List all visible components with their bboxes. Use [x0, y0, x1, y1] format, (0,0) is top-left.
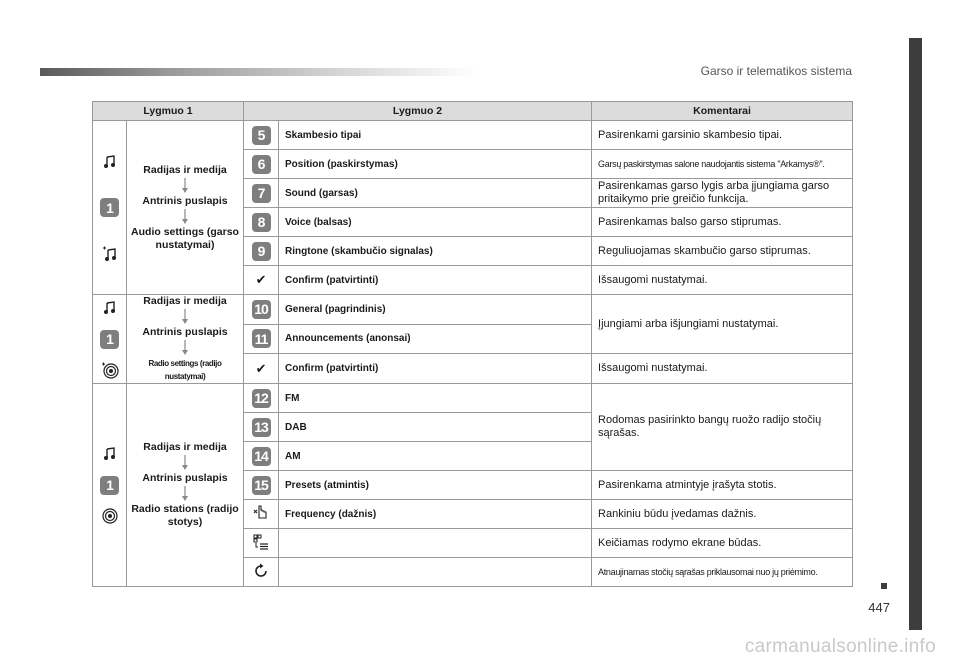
- down-arrow-icon: [180, 486, 190, 502]
- level1-label-radio-settings: Radio settings (radijo nustatymai): [148, 359, 222, 381]
- down-arrow-icon: [180, 455, 190, 471]
- down-arrow-icon: [180, 309, 190, 325]
- level1-label-radio-media: Radijas ir medija: [143, 441, 227, 453]
- level1-badge: 1: [100, 476, 119, 495]
- row-name: Confirm (patvirtinti): [279, 354, 592, 384]
- header-level-1: Lygmuo 1: [93, 102, 244, 121]
- watermark: carmanualsonline.info: [744, 636, 936, 657]
- row-number-cell: [244, 384, 279, 413]
- row-comment: Pasirenkami garsinio skambesio tipai.: [592, 121, 853, 150]
- row-name: Skambesio tipai: [279, 121, 592, 150]
- row-number-cell: [244, 295, 279, 325]
- music-note-icon: [101, 153, 119, 171]
- level1-labels: [127, 295, 244, 384]
- row-comment: Pasirenkamas balso garso stiprumas.: [592, 208, 853, 237]
- row-name: FM: [279, 384, 592, 413]
- row-badge: 12: [252, 389, 271, 408]
- level1-label-radio-stations: Radio stations (radijo stotys): [131, 503, 239, 528]
- row-number-cell: [244, 471, 279, 500]
- settings-table: [92, 101, 853, 587]
- row-number-cell: [244, 500, 279, 529]
- row-comment: Rodomas pasirinkto bangų ruožo radijo stočių sąrašas.: [592, 384, 853, 471]
- down-arrow-icon: [180, 178, 190, 194]
- level1-badge: 1: [100, 198, 119, 217]
- row-badge: 13: [252, 418, 271, 437]
- list-view-icon: [252, 533, 270, 551]
- music-note-icon: [101, 299, 119, 317]
- row-comment: Išsaugomi nustatymai.: [592, 266, 853, 295]
- row-badge: 10: [252, 300, 271, 319]
- row-comment: Pasirenkama atmintyje įrašyta stotis.: [592, 471, 853, 500]
- row-name: General (pagrindinis): [279, 295, 592, 325]
- level1-label-radio-media: Radijas ir medija: [143, 163, 227, 176]
- row-comment: Garsų paskirstymas salone naudojantis sistema "Arkamys®".: [592, 150, 853, 179]
- row-name: Frequency (dažnis): [279, 500, 592, 529]
- level1-labels: [127, 384, 244, 587]
- row-name: DAB: [279, 413, 592, 442]
- row-badge: 9: [252, 242, 271, 261]
- row-number-cell: [244, 558, 279, 587]
- row-number-cell: [244, 354, 279, 384]
- refresh-icon: [252, 562, 270, 580]
- row-number-cell: [244, 121, 279, 150]
- level1-icons: [93, 384, 127, 587]
- row-badge: 5: [252, 126, 271, 145]
- level1-label-secondary-page: Antrinis puslapis: [142, 472, 228, 484]
- music-note-icon: [101, 445, 119, 463]
- radio-settings-icon: [101, 361, 119, 379]
- row-badge: 8: [252, 213, 271, 232]
- level1-label-secondary-page: Antrinis puslapis: [142, 326, 228, 338]
- level1-label-radio-media: Radijas ir medija: [143, 295, 227, 307]
- sidebar-marker: [881, 583, 887, 589]
- row-comment: Reguliuojamas skambučio garso stiprumas.: [592, 237, 853, 266]
- level1-icons: [93, 295, 127, 384]
- row-name: AM: [279, 442, 592, 471]
- radio-signal-icon: [101, 507, 119, 525]
- header-gradient-bar: [40, 68, 480, 76]
- row-number-cell: [244, 266, 279, 295]
- row-name: Confirm (patvirtinti): [279, 266, 592, 295]
- down-arrow-icon: [180, 340, 190, 356]
- row-comment: Įjungiami arba išjungiami nustatymai.: [592, 295, 853, 354]
- row-number-cell: [244, 413, 279, 442]
- row-number-cell: [244, 237, 279, 266]
- row-comment: Išsaugomi nustatymai.: [592, 354, 853, 384]
- row-name: Announcements (anonsai): [279, 324, 592, 354]
- row-comment: Keičiamas rodymo ekrane būdas.: [592, 529, 853, 558]
- header-comments: Komentarai: [592, 102, 853, 121]
- check-icon: ✔: [255, 272, 267, 287]
- down-arrow-icon: [180, 209, 190, 225]
- row-badge: 14: [252, 447, 271, 466]
- row-name: [279, 529, 592, 558]
- row-number-cell: [244, 442, 279, 471]
- level1-icons: [93, 121, 127, 295]
- row-name: [279, 558, 592, 587]
- sidebar-bar: [909, 38, 922, 630]
- row-comment: Pasirenkamas garso lygis arba įjungiama garso pritaikymo prie greičio funkcija.: [592, 179, 853, 208]
- row-number-cell: [244, 324, 279, 354]
- level1-label-audio-settings: Audio settings (garso nustatymai): [131, 225, 239, 251]
- row-comment: Atnaujinamas stočių sąrašas priklausomai nuo jų priėmimo.: [592, 558, 853, 587]
- row-name: Sound (garsas): [279, 179, 592, 208]
- row-number-cell: [244, 150, 279, 179]
- music-settings-icon: [101, 245, 119, 263]
- row-number-cell: [244, 179, 279, 208]
- level1-badge: 1: [100, 330, 119, 349]
- row-name: Ringtone (skambučio signalas): [279, 237, 592, 266]
- row-name: Presets (atmintis): [279, 471, 592, 500]
- check-icon: ✔: [255, 360, 267, 376]
- frequency-hand-icon: [252, 504, 270, 522]
- row-number-cell: [244, 529, 279, 558]
- row-badge: 6: [252, 155, 271, 174]
- row-badge: 11: [252, 329, 271, 348]
- level1-label-secondary-page: Antrinis puslapis: [142, 194, 228, 207]
- level1-labels: [127, 121, 244, 295]
- row-comment: Rankiniu būdu įvedamas dažnis.: [592, 500, 853, 529]
- row-name: Voice (balsas): [279, 208, 592, 237]
- row-badge: 15: [252, 476, 271, 495]
- header-level-2: Lygmuo 2: [244, 102, 592, 121]
- row-number-cell: [244, 208, 279, 237]
- page-header-title: Garso ir telematikos sistema: [700, 64, 852, 78]
- row-badge: 7: [252, 184, 271, 203]
- page-number: 447: [868, 600, 890, 615]
- row-name: Position (paskirstymas): [279, 150, 592, 179]
